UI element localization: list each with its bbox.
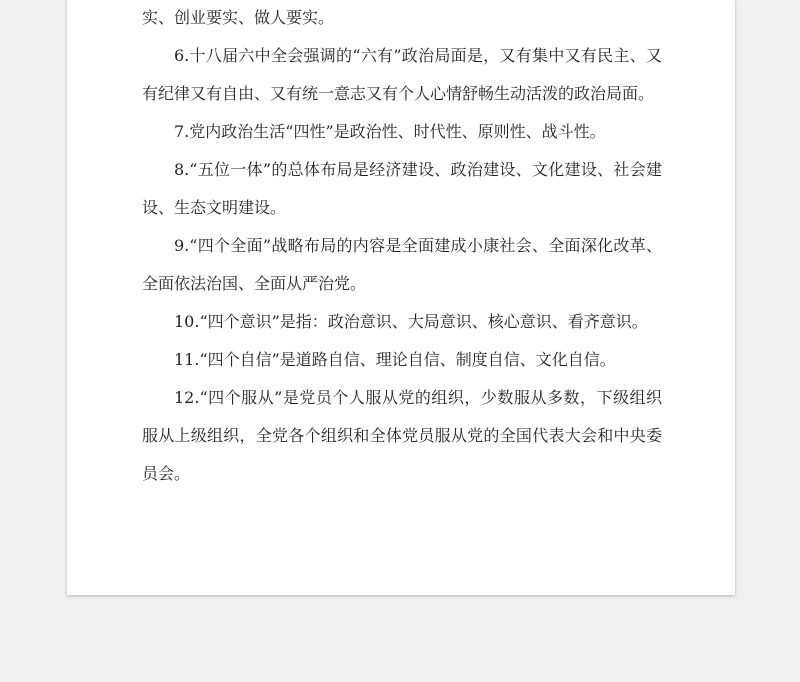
paragraph-item-12: 12.“四个服从”是党员个人服从党的组织，少数服从多数，下级组织服从上级组织，全党各个组织和全体党员服从党的全国代表大会和中央委员会。: [142, 388, 662, 483]
paragraph-item-9: 9.“四个全面”战略布局的内容是全面建成小康社会、全面深化改革、全面依法治国、全面从严治党。: [142, 236, 662, 293]
document-page: [67, 0, 735, 595]
paragraph-item-7: 7.党内政治生活“四性”是政治性、时代性、原则性、战斗性。: [174, 122, 606, 141]
document-body: [142, 0, 662, 493]
paragraph-item-10: 10.“四个意识”是指：政治意识、大局意识、核心意识、看齐意识。: [174, 312, 648, 331]
paragraph-item-6: 6.十八届六中全会强调的“六有”政治局面是，又有集中又有民主、又有纪律又有自由、又有统一意志又有个人心情舒畅生动活泼的政治局面。: [142, 46, 662, 103]
paragraph-item-11: 11.“四个自信”是道路自信、理论自信、制度自信、文化自信。: [174, 350, 616, 369]
paragraph-item-8: 8.“五位一体”的总体布局是经济建设、政治建设、文化建设、社会建设、生态文明建设。: [142, 160, 662, 217]
paragraph-continuation: 实、创业要实、做人要实。: [142, 8, 335, 27]
